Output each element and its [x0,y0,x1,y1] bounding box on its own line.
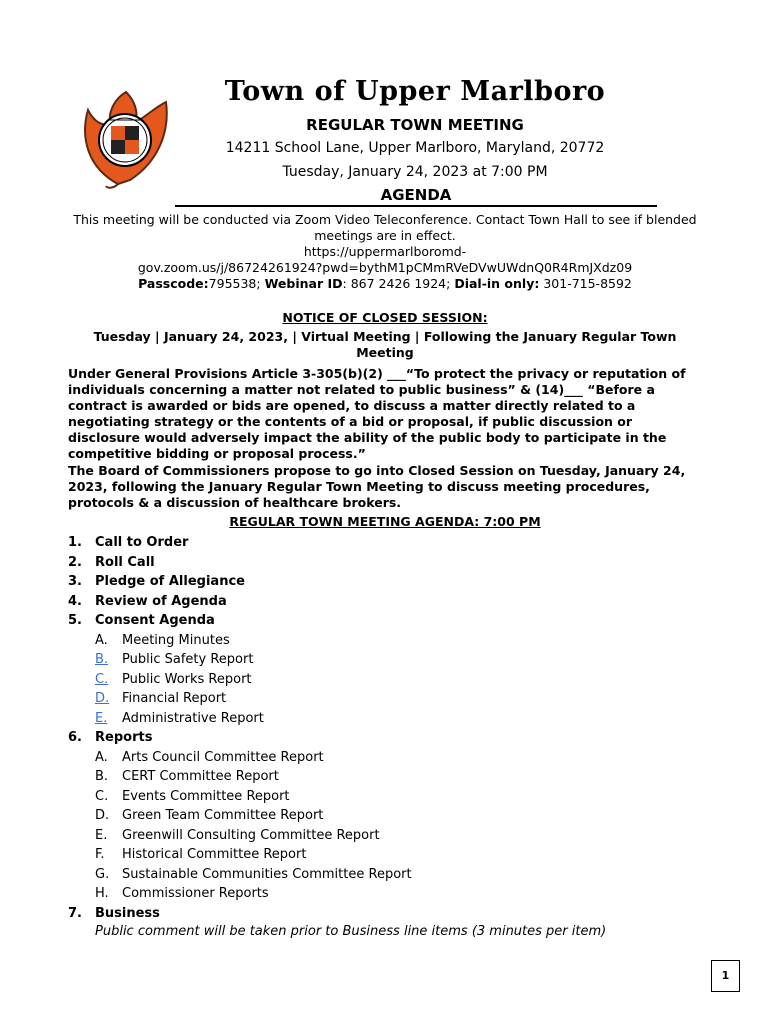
sub-label: Financial Report [122,691,227,706]
webinar-value: : 867 2426 1924; [342,276,455,291]
item-number: 6. [68,730,82,745]
sub-letter: A. [95,632,108,648]
item-number: 2. [68,554,82,570]
meeting-datetime: Tuesday, January 24, 2023 at 7:00 PM [282,164,548,180]
business-note: Public comment will be taken prior to Business line items (3 minutes per item) [95,924,607,939]
zoom-url-line1[interactable]: https://uppermarlboromd- [303,244,467,259]
passcode-label: Passcode: [138,276,209,291]
item-label: Roll Call [95,554,155,570]
closed-session-line: Tuesday | January 24, 2023, | Virtual Meeting | Following the January Regular Town Meeting [93,329,677,360]
item-number: 4. [68,593,82,609]
sub-label: Administrative Report [122,710,264,726]
item-number: 7. [68,905,82,921]
dialin-label: Dial-in only: [454,276,540,291]
report-item [68,826,708,846]
report-item [68,767,708,787]
sub-label: Meeting Minutes [122,632,230,648]
zoom-credentials [64,276,706,292]
consent-item [68,689,708,709]
report-item [68,787,708,807]
sub-label: Sustainable Communities Committee Report [122,866,412,882]
zoom-url-line2[interactable]: gov.zoom.us/j/86724261924?pwd=bythM1pCMmRVeDVwUWdnQ0R4RmJXdz09 [137,260,633,275]
town-title: Town of Upper Marlboro [224,76,606,107]
item-label: Call to Order [95,535,189,550]
passcode-value: 795538; [208,276,265,291]
report-item [68,845,708,865]
consent-item [68,670,708,690]
sub-letter-link[interactable]: E. [95,710,108,726]
sub-label: CERT Committee Report [122,769,279,784]
agenda-item [68,592,708,612]
sub-letter: E. [95,827,108,843]
provisions-paragraph: Under General Provisions Article 3-305(b)(2) ___“To protect the privacy or reputation of individuals concerning a matter not related to public business” & (14)___ “Before a contract is awarded or bids are opened, to discuss a matter directly related to a negotiating strategy or the contents of a bid or proposal, if public discussion or disclosure would adversely impact the ability of the public body to participate in the competitive bidding or proposal process.” [68,366,686,461]
sub-label: Public Safety Report [122,652,254,667]
zoom-info [64,212,706,292]
consent-item [68,709,708,729]
agenda-item [68,572,708,592]
closed-session-heading: NOTICE OF CLOSED SESSION: [282,310,488,325]
sub-label: Arts Council Committee Report [122,749,324,765]
sub-letter-link[interactable]: D. [95,691,110,706]
zoom-intro: This meeting will be conducted via Zoom Video Teleconference. Contact Town Hall to see if blended meetings are in effect. [73,212,697,243]
consent-item [68,631,708,651]
agenda-item [68,904,708,924]
item-number: 3. [68,574,82,589]
report-item [68,865,708,885]
sub-label: Historical Committee Report [122,847,307,862]
item-label: Business [95,905,160,921]
item-number: 1. [68,535,82,550]
sub-label: Green Team Committee Report [122,808,324,823]
item-label: Pledge of Allegiance [95,574,245,589]
item-label: Reports [95,730,153,745]
webinar-label: Webinar ID [264,276,343,291]
report-item [68,748,708,768]
sub-letter: F. [95,847,105,862]
agenda-item [68,728,708,748]
page-number: 1 [711,960,740,992]
item-label: Consent Agenda [95,613,215,628]
dialin-value: 301-715-8592 [539,276,632,291]
meeting-address: 14211 School Lane, Upper Marlboro, Maryland, 20772 [225,140,605,156]
report-item [68,884,708,904]
board-paragraph: The Board of Commissioners propose to go into Closed Session on Tuesday, January 24, 2023, following the January Regular Town Meeting to discuss meeting procedures, protocols & a discussion of healthcare brokers. [68,463,686,510]
sub-label: Events Committee Report [122,788,290,804]
sub-letter: B. [95,769,109,784]
regular-agenda-heading: REGULAR TOWN MEETING AGENDA: 7:00 PM [229,514,541,529]
item-label: Review of Agenda [95,593,227,609]
sub-letter-link[interactable]: C. [95,671,109,687]
sub-letter-link[interactable]: B. [95,652,109,667]
sub-letter: A. [95,749,108,765]
sub-letter: G. [95,866,110,882]
sub-label: Greenwill Consulting Committee Report [122,827,380,843]
sub-letter: C. [95,788,109,804]
sub-letter: D. [95,808,110,823]
meeting-title: REGULAR TOWN MEETING [306,116,524,134]
consent-item [68,650,708,670]
agenda-item [68,533,708,553]
item-number: 5. [68,613,82,628]
agenda-list [68,533,708,940]
agenda-heading: AGENDA [175,186,657,207]
sub-letter: H. [95,886,109,901]
report-item [68,806,708,826]
agenda-item [68,553,708,573]
sub-label: Commissioner Reports [122,886,269,901]
agenda-item [68,611,708,631]
sub-label: Public Works Report [122,671,252,687]
